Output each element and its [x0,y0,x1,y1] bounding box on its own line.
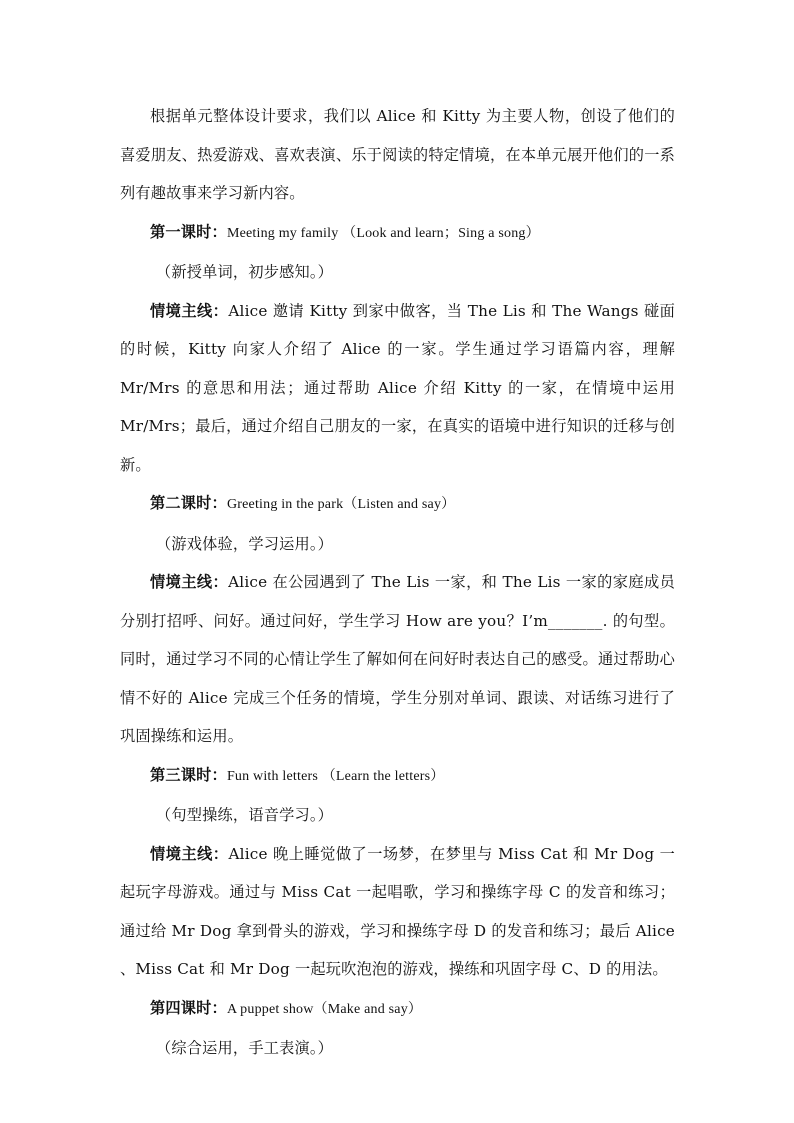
lesson4-heading [120,989,675,1030]
lesson2-context-label: 情境主线： [150,573,229,591]
lesson1-context-text: Alice 邀请 Kitty 到家中做客，当 The Lis 和 The Wangs 碰面的时候，Kitty 向家人介绍了 Alice 的一家。学生通过学习语篇内容，理解 Mr/Mrs 的意思和用法；通过帮助 Alice 介绍 Kitty 的一家，在情境中运用 Mr/Mrs；最后，通过介绍自己朋友的一家，在真实的语境中进行知识的迁移与创新。 [120,301,675,474]
lesson3-note: （句型操练，语音学习。） [156,806,334,824]
document-body [120,97,675,1068]
lesson1-label: 第一课时： [150,222,227,241]
lesson3-heading [120,756,675,797]
lesson3-label: 第三课时： [150,765,227,784]
intro-paragraph: 根据单元整体设计要求，我们以 Alice 和 Kitty 为主要人物，创设了他们的喜爱朋友、热爱游戏、喜欢表演、乐于阅读的特定情境，在本单元展开他们的一系列有趣故事来学习新内容。 [120,107,675,202]
lesson1-heading [120,213,675,254]
lesson4-label: 第四课时： [150,998,227,1017]
lesson2-context-text: Alice 在公园遇到了 The Lis 一家，和 The Lis 一家的家庭成员分别打招呼、问好。通过问好，学生学习 How are you？I’m_______. 的句型。同时，通过学习不同的心情让学生了解如何在问好时表达自己的感受。通过帮助心情不好的 Alice 完成三个任务的情境，学生分别对单词、跟读、对话练习进行了巩固操练和运用。 [120,573,675,745]
lesson3-context [120,835,675,989]
lesson4-note: （综合运用，手工表演。） [156,1039,334,1057]
lesson2-heading [120,484,675,525]
lesson1-context-label: 情境主线： [150,301,229,320]
lesson3-title: Fun with letters （Learn the letters） [226,768,445,784]
lesson2-context [120,563,675,756]
lesson4-title: A puppet show（Make and say） [226,1001,423,1017]
lesson2-note: （游戏体验，学习运用。） [156,534,334,553]
lesson1-title: Meeting my family （Look and learn；Sing a song） [226,225,540,241]
lesson3-context-text: Alice 晚上睡觉做了一场梦，在梦里与 Miss Cat 和 Mr Dog 一起玩字母游戏。通过与 Miss Cat 一起唱歌，学习和操练字母 C 的发音和练习；通过给 Mr Dog 拿到骨头的游戏，学习和操练字母 D 的发音和练习；最后 Alice 、Miss Cat 和 Mr Dog 一起玩吹泡泡的游戏，操练和巩固字母 C、D 的用法。 [120,844,676,978]
lesson2-label: 第二课时： [150,494,227,512]
lesson1-context [120,292,675,485]
lesson2-title: Greeting in the park（Listen and say） [226,497,456,512]
lesson1-note: （新授单词，初步感知。） [156,263,334,281]
lesson3-context-label: 情境主线： [150,844,229,863]
